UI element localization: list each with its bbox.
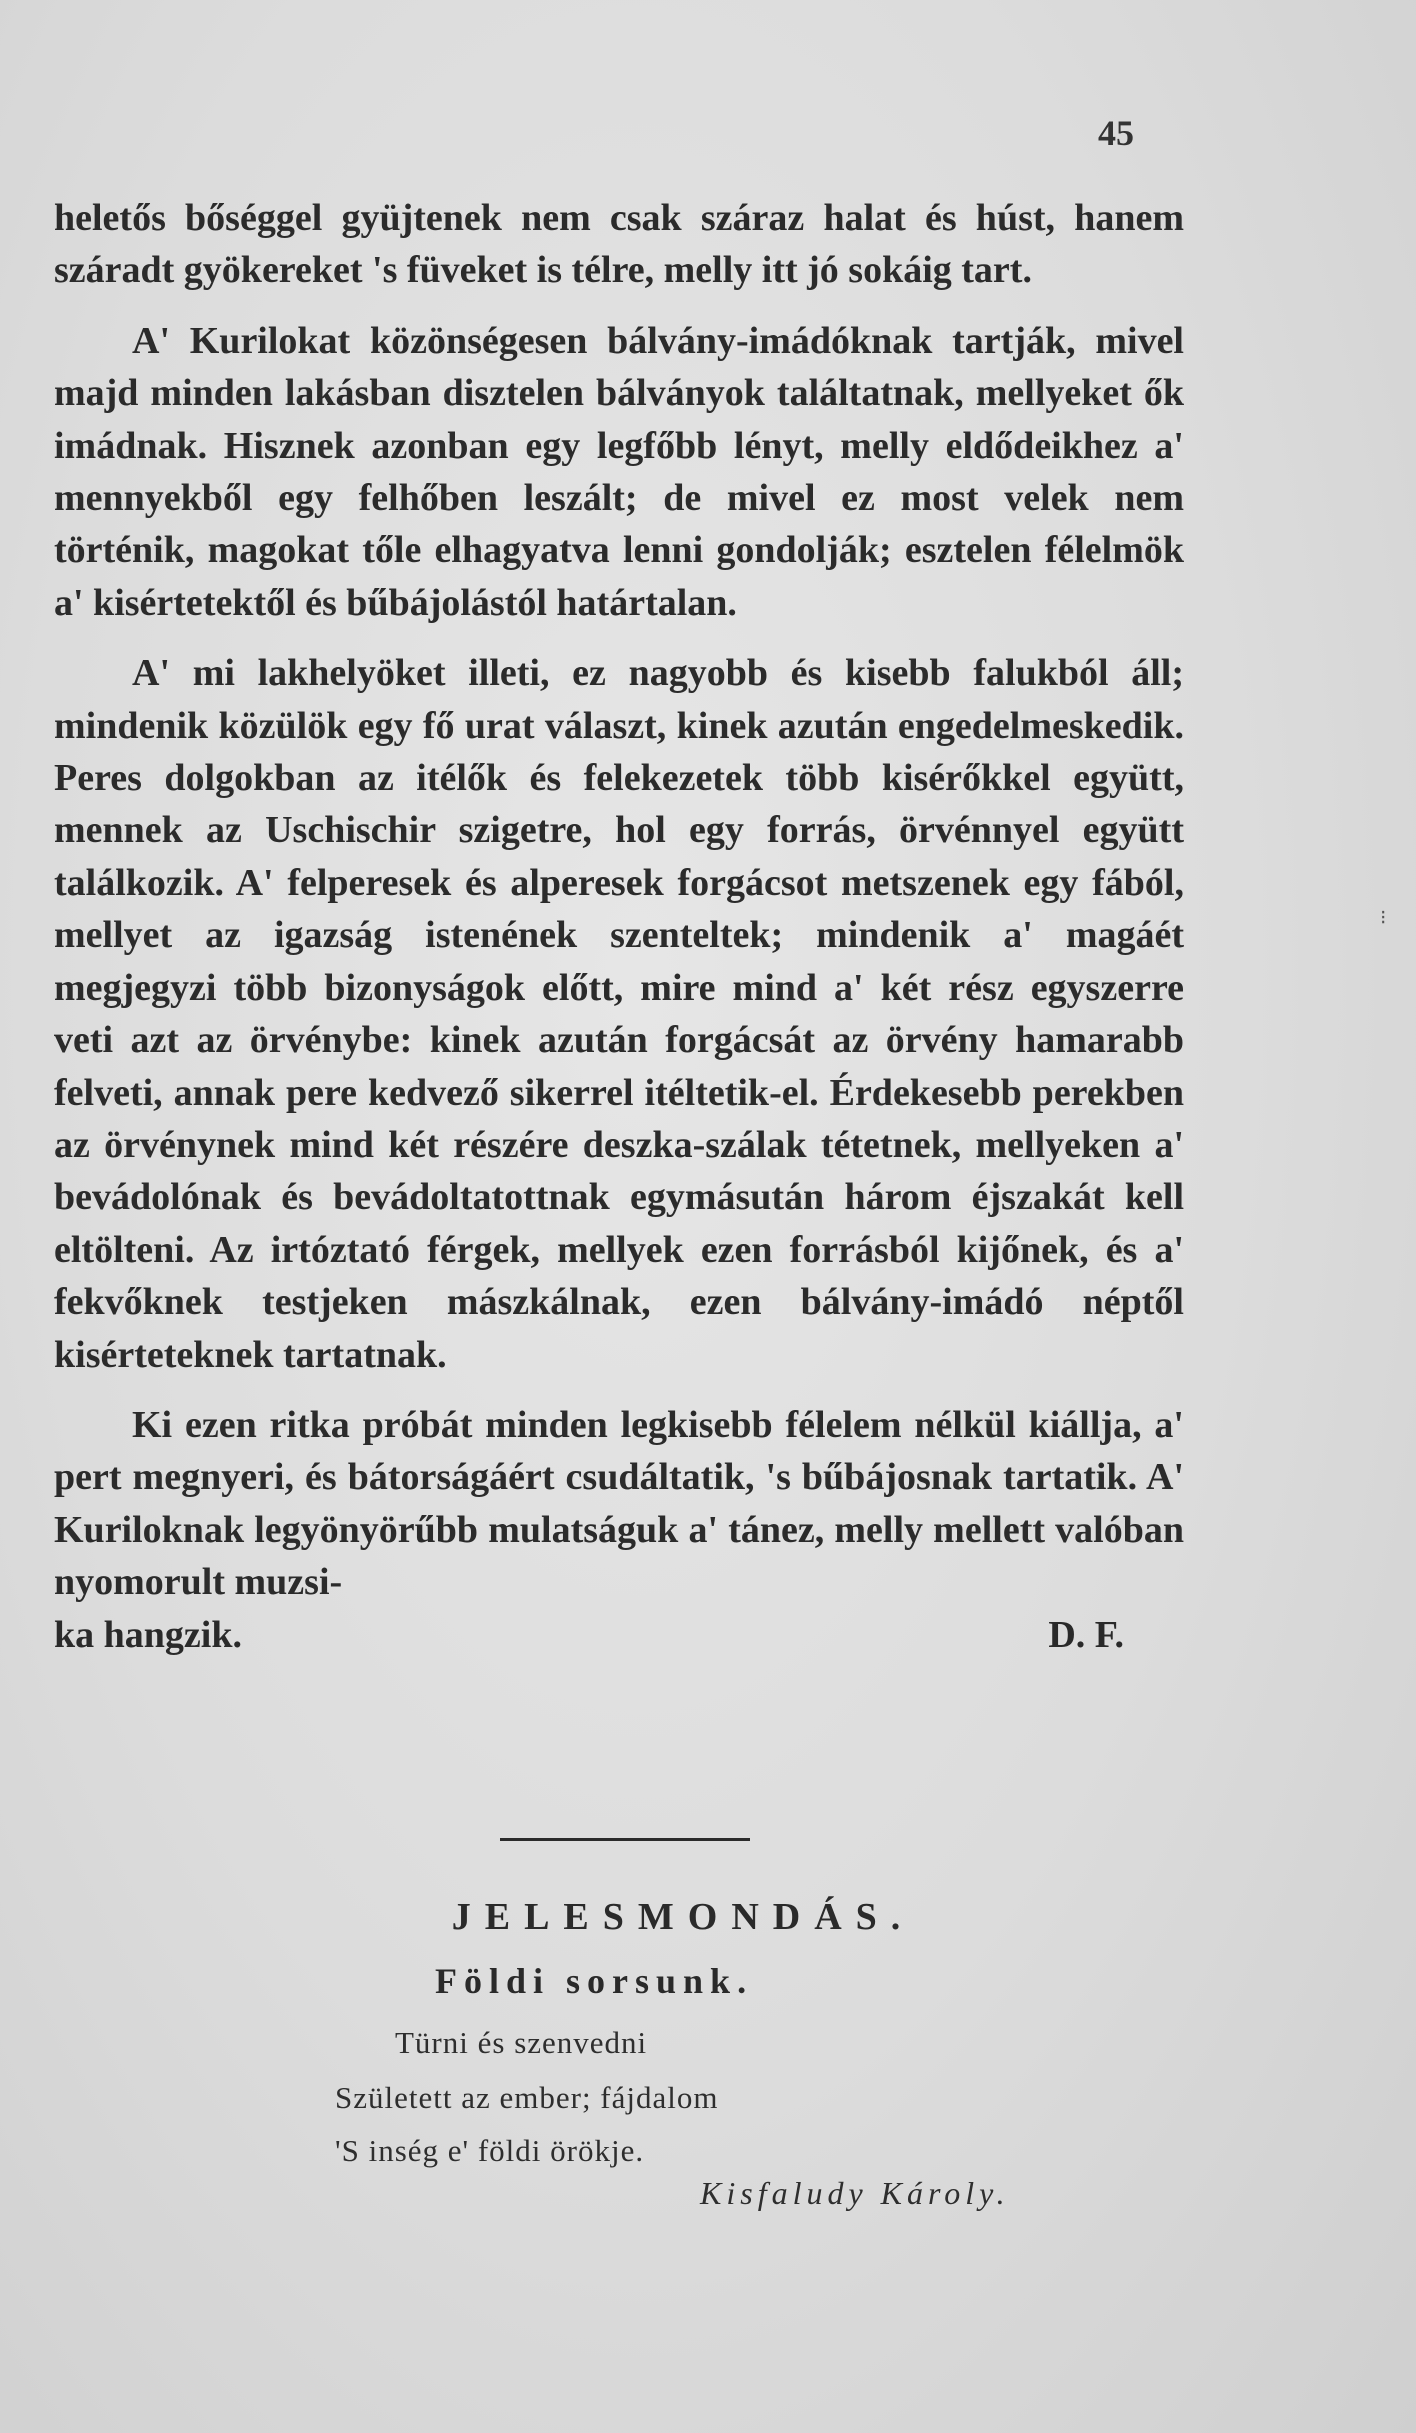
- ink-speck: ⁝: [1380, 907, 1387, 929]
- poem-line-1: Türni és szenvedni: [395, 2025, 648, 2060]
- closing-line: [54, 1609, 1184, 1661]
- author-initials: D. F.: [1048, 1613, 1124, 1656]
- poem-author: Kisfaludy Károly.: [700, 2175, 1010, 2211]
- section-divider: [500, 1838, 750, 1841]
- page-number: 45: [1098, 113, 1134, 153]
- paragraph-2: A' Kurilokat közönségesen bálvány-imádóknak tartják, mivel majd minden lakásban disztelen bálványok találtatnak, mellyeket ők imádnak. Hisznek azonban egy legfőbb lényt, melly eldődeikhez a' mennyekből egy felhőben leszált; de mivel ez most velek nem történik, magokat tőle elhagyatva lenni gondolják; esztelen félelmök a' kisértetektől és bűbájolástól határtalan.: [54, 319, 1184, 624]
- paragraph-4: Ki ezen ritka próbát minden legkisebb félelem nélkül kiállja, a' pert megnyeri, és bátorságáért csudáltatik, 's bűbájosnak tartatik. A' Kuriloknak legyönyörűbb mulatságuk a' tánez, melly mellett valóban nyomorult muzsi-: [54, 1403, 1184, 1604]
- poem-title: Földi sorsunk.: [435, 1961, 754, 2001]
- section-title: [0, 1895, 1416, 1939]
- section-title-text: JELESMONDÁS.: [451, 1896, 915, 1938]
- poem-line-2: Született az ember; fájdalom: [335, 2080, 719, 2115]
- article-body: [54, 192, 1184, 1661]
- closing-line-text: ka hangzik.: [54, 1613, 242, 1656]
- paragraph-3: A' mi lakhelyöket illeti, ez nagyobb és kisebb falukból áll; mindenik közülök egy fő urat választ, kinek azután engedelmeskedik. Peres dolgokban az itélők és felekezetek több kisérőkkel együtt, mennek az Uschischir szigetre, hol egy forrás, örvénnyel együtt találkozik. A' felperesek és alperesek forgácsot metszenek egy fából, mellyet az igazság istenének szenteltek; mindenik a' magáét megjegyzi több bizonyságok előtt, mire mind a' két rész egyszerre veti azt az örvénybe: kinek azután forgácsát az örvény hamarabb felveti, annak pere kedvező sikerrel itéltetik-el. Érdekesebb perekben az örvénynek mind két részére deszka-szálak tétetnek, mellyeken a' bevádolónak és bevádoltatottnak egymásután három éjszakát kell eltölteni. Az irtóztató férgek, mellyek ezen forrásból kijőnek, és a' fekvőknek testjeken mászkálnak, ezen bálvány-imádó néptől kisérteteknek tartatnak.: [54, 652, 1184, 1376]
- paragraph-1: heletős bőséggel gyüjtenek nem csak száraz halat és húst, hanem száradt gyökereket 's füveket is télre, melly itt jó sokáig tart.: [54, 197, 1184, 292]
- poem-line-3: 'S inség e' földi örökje.: [335, 2133, 645, 2168]
